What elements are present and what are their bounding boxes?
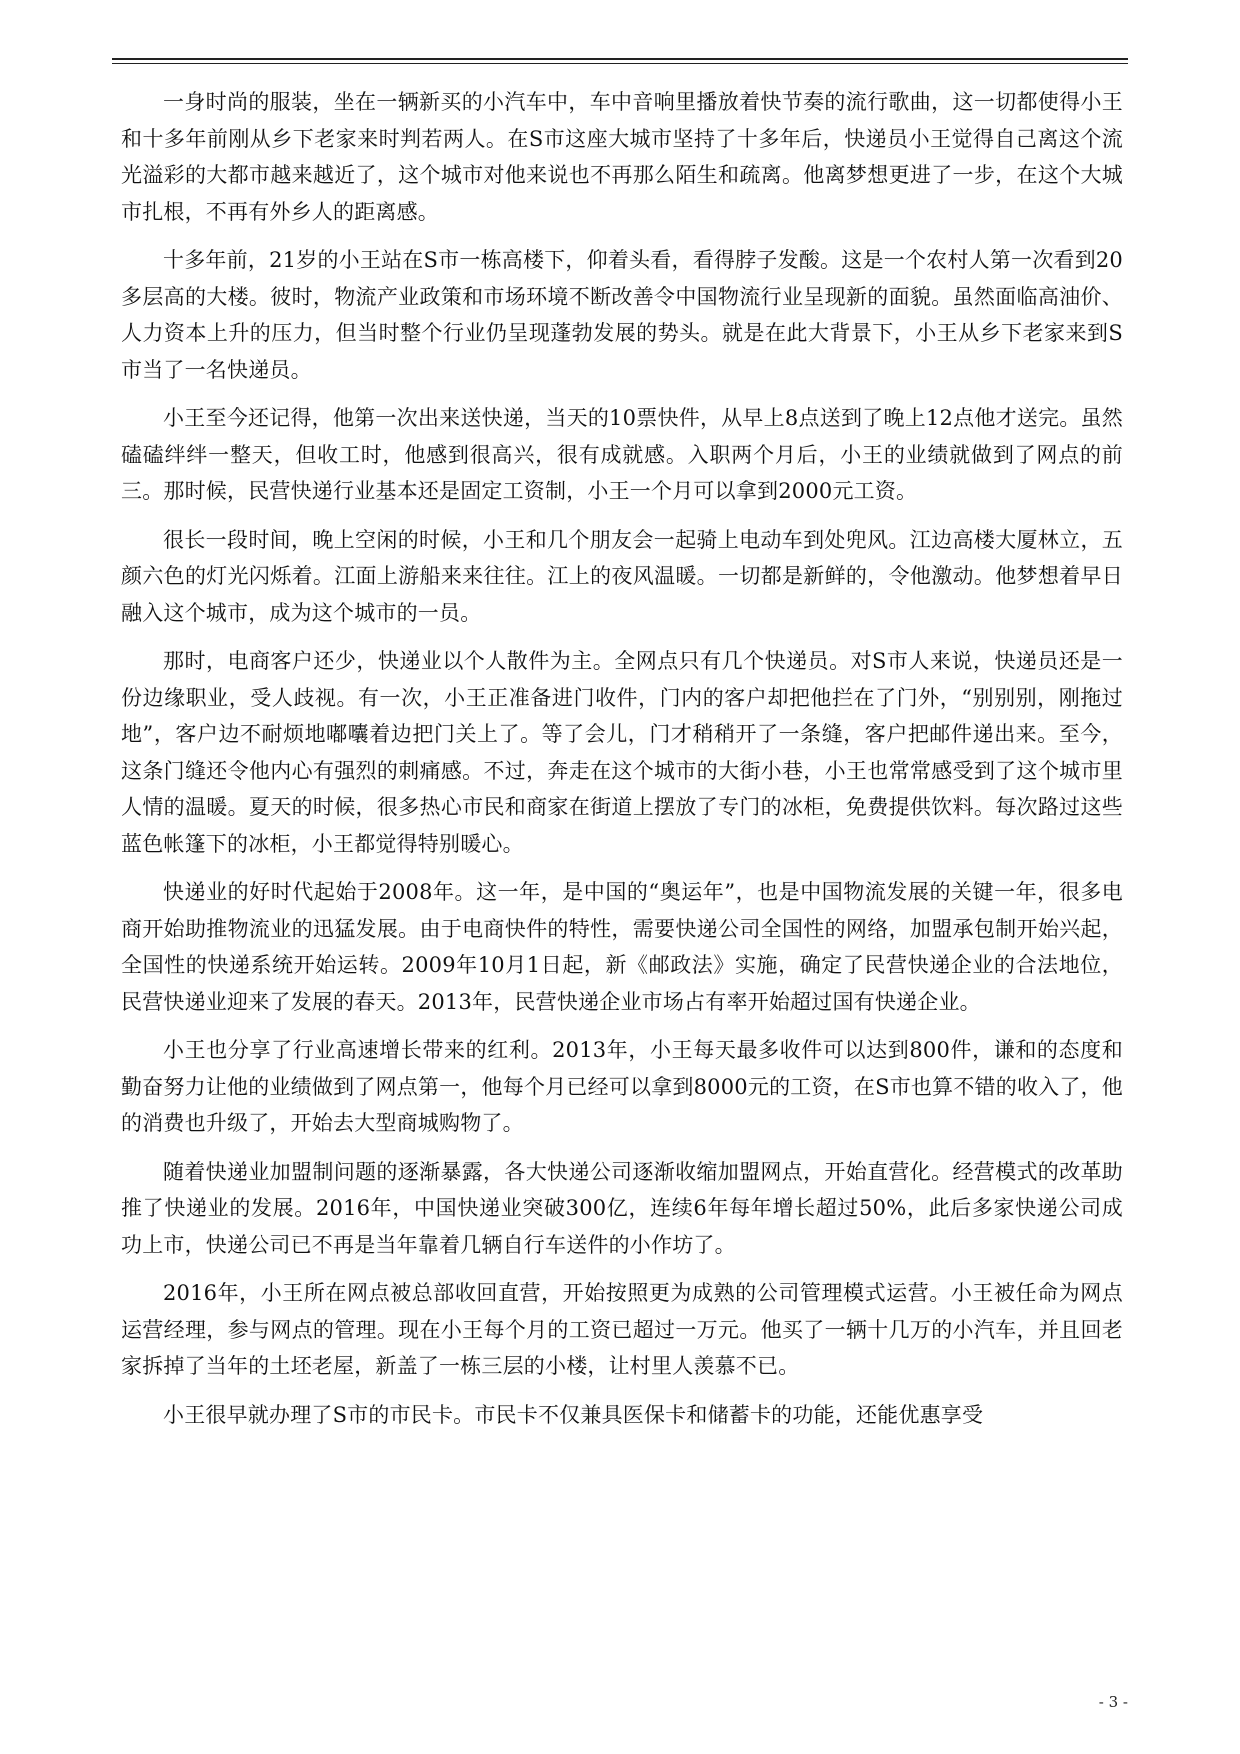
header-rule-thin (112, 63, 1128, 64)
page-number: - 3 - (1098, 1693, 1128, 1711)
header-double-rule (112, 58, 1128, 64)
paragraph: 随着快递业加盟制问题的逐渐暴露，各大快递公司逐渐收缩加盟网点，开始直营化。经营模式的改革助推了快递业的发展。2016年，中国快递业突破300亿，连续6年每年增长超过50%，此后多家快递公司成功上市，快递公司已不再是当年靠着几辆自行车送件的小作坊了。 (121, 1159, 1123, 1257)
header-rule-thick (112, 58, 1128, 60)
paragraph: 快递业的好时代起始于2008年。这一年，是中国的“奥运年”，也是中国物流发展的关键一年，很多电商开始助推物流业的迅猛发展。由于电商快件的特性，需要快递公司全国性的网络，加盟承包制开始兴起，全国性的快递系统开始运转。2009年10月1日起，新《邮政法》实施，确定了民营快递企业的合法地位，民营快递业迎来了发展的春天。2013年，民营快递企业市场占有率开始超过国有快递企业。 (121, 880, 1123, 1014)
paragraph: 2016年，小王所在网点被总部收回直营，开始按照更为成熟的公司管理模式运营。小王被任命为网点运营经理，参与网点的管理。现在小王每个月的工资已超过一万元。他买了一辆十几万的小汽车，并且回老家拆掉了当年的土坯老屋，新盖了一栋三层的小楼，让村里人羡慕不已。 (121, 1281, 1123, 1378)
paragraph: 十多年前，21岁的小王站在S市一栋高楼下，仰着头看，看得脖子发酸。这是一个农村人第一次看到20多层高的大楼。彼时，物流产业政策和市场环境不断改善令中国物流行业呈现新的面貌。虽然面临高油价、人力资本上升的压力，但当时整个行业仍呈现蓬勃发展的势头。就是在此大背景下，小王从乡下老家来到S市当了一名快递员。 (121, 248, 1123, 382)
paragraph: 很长一段时间，晚上空闲的时候，小王和几个朋友会一起骑上电动车到处兜风。江边高楼大厦林立，五颜六色的灯光闪烁着。江面上游船来来往往。江上的夜风温暖。一切都是新鲜的，令他激动。他梦想着早日融入这个城市，成为这个城市的一员。 (121, 527, 1123, 625)
paragraph: 小王也分享了行业高速增长带来的红利。2013年，小王每天最多收件可以达到800件，谦和的态度和勤奋努力让他的业绩做到了网点第一，他每个月已经可以拿到8000元的工资，在S市也算不错的收入了，他的消费也升级了，开始去大型商城购物了。 (121, 1038, 1123, 1135)
paragraph: 那时，电商客户还少，快递业以个人散件为主。全网点只有几个快递员。对S市人来说，快递员还是一份边缘职业，受人歧视。有一次，小王正准备进门收件，门内的客户却把他拦在了门外，“别别别，刚拖过地”，客户边不耐烦地嘟囔着边把门关上了。等了会儿，门才稍稍开了一条缝，客户把邮件递出来。至今，这条门缝还令他内心有强烈的刺痛感。不过，奔走在这个城市的大街小巷，小王也常常感受到了这个城市里人情的温暖。夏天的时候，很多热心市民和商家在街道上摆放了专门的冰柜，免费提供饮料。每次路过这些蓝色帐篷下的冰柜，小王都觉得特别暖心。 (121, 649, 1123, 856)
paragraph: 一身时尚的服装，坐在一辆新买的小汽车中，车中音响里播放着快节奏的流行歌曲，这一切都使得小王和十多年前刚从乡下老家来时判若两人。在S市这座大城市坚持了十多年后，快递员小王觉得自己离这个流光溢彩的大都市越来越近了，这个城市对他来说也不再那么陌生和疏离。他离梦想更进了一步，在这个大城市扎根，不再有外乡人的距离感。 (121, 90, 1123, 224)
paragraph: 小王很早就办理了S市的市民卡。市民卡不仅兼具医保卡和储蓄卡的功能，还能优惠享受 (163, 1402, 984, 1427)
paragraph: 小王至今还记得，他第一次出来送快递，当天的10票快件，从早上8点送到了晚上12点他才送完。虽然磕磕绊绊一整天，但收工时，他感到很高兴，很有成就感。入职两个月后，小王的业绩就做到了网点的前三。那时候，民营快递行业基本还是固定工资制，小王一个月可以拿到2000元工资。 (121, 406, 1123, 503)
article-body (121, 84, 1123, 1445)
